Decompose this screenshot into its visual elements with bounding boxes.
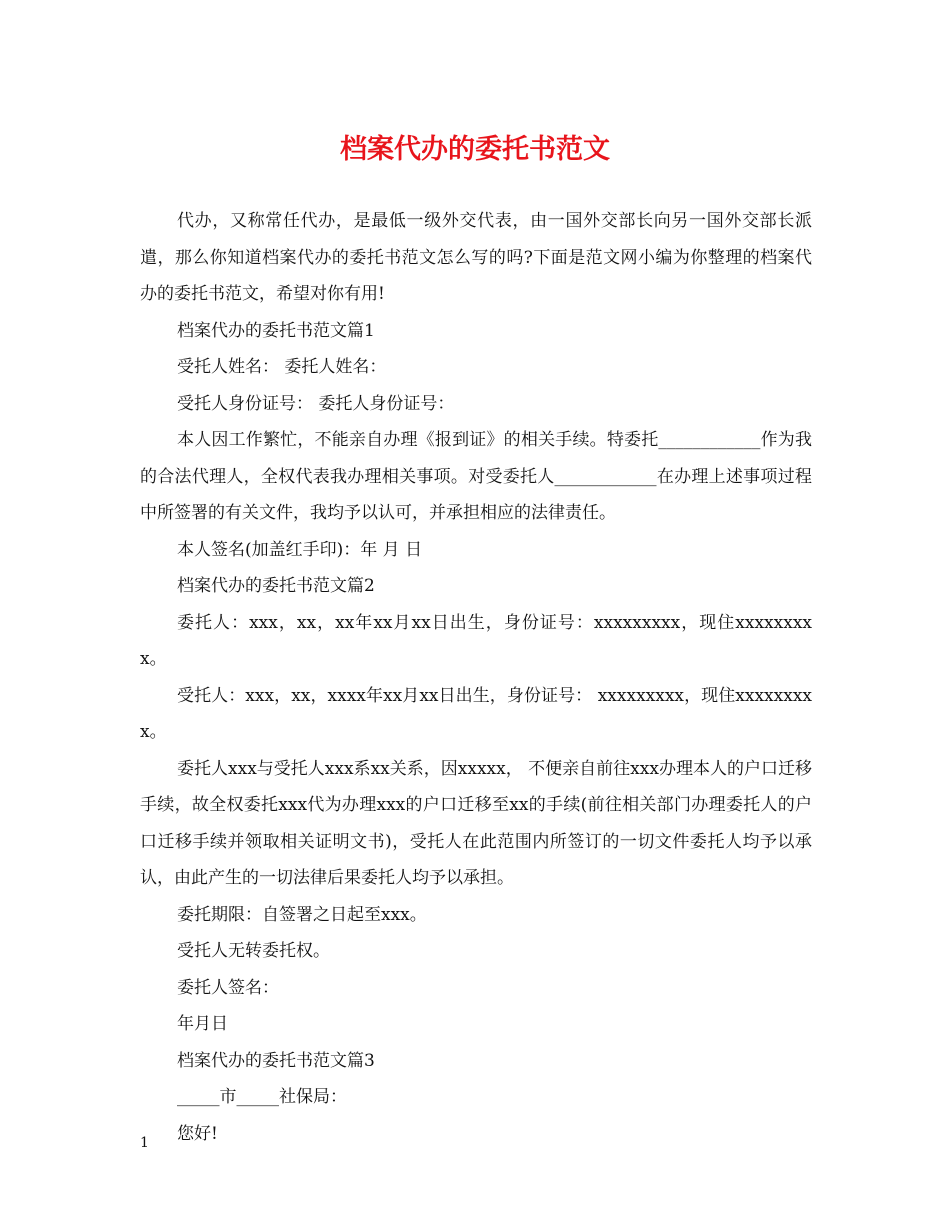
no-subdelegation-line: 受托人无转委托权。: [177, 941, 330, 961]
document-title: 档案代办的委托书范文: [340, 134, 610, 165]
section-heading-2: 档案代办的委托书范文篇2: [177, 576, 375, 596]
authorization-paragraph: 本人因工作繁忙，不能亲自办理《报到证》的相关手续。特委托____________作为我的合法代理人，全权代表我办理相关事项。对受委托人____________在办理上述事项过程中所签署的有关文件，我均予以认可，并承担相应的法律责任。: [140, 430, 812, 523]
principal-signature-line: 委托人签名：: [177, 977, 279, 998]
greeting-line: 您好!: [177, 1123, 218, 1144]
document-body: [140, 203, 812, 1152]
term-line: 委托期限：自签署之日起至xxx。: [177, 904, 427, 925]
addressee-line: _____市_____社保局：: [177, 1087, 347, 1107]
intro-paragraph: 代办，又称常任代办，是最低一级外交代表，由一国外交部长向另一国外交部长派遣，那么你知道档案代办的委托书范文怎么写的吗?下面是范文网小编为你整理的档案代办的委托书范文，希望对你有用!: [140, 211, 812, 304]
page-number: 1: [140, 1135, 149, 1151]
agent-info-paragraph: 受托人：xxx，xx，xxxx年xx月xx日出生，身份证号： xxxxxxxxx，现住xxxxxxxxx。: [140, 685, 812, 742]
names-line: 受托人姓名： 委托人姓名：: [177, 357, 387, 377]
section-heading-1: 档案代办的委托书范文篇1: [177, 320, 375, 341]
principal-info-paragraph: 委托人：xxx，xx，xx年xx月xx日出生，身份证号：xxxxxxxxx，现住xxxxxxxxx。: [140, 612, 812, 669]
signature-date-line: 本人签名(加盖红手印)：年 月 日: [177, 539, 423, 560]
section-heading-3: 档案代办的委托书范文篇3: [177, 1050, 375, 1071]
date-line: 年月日: [177, 1014, 228, 1034]
delegation-paragraph: 委托人xxx与受托人xxx系xx关系，因xxxxx， 不便亲自前往xxx办理本人的户口迁移手续，故全权委托xxx代为办理xxx的户口迁移至xx的手续(前往相关部门办理委托人的户口迁移手续并领取相关证明文书)，受托人在此范围内所签订的一切文件委托人均予以承认，由此产生的一切法律后果委托人均予以承担。: [140, 758, 812, 888]
id-numbers-line: 受托人身份证号： 委托人身份证号：: [177, 393, 455, 414]
